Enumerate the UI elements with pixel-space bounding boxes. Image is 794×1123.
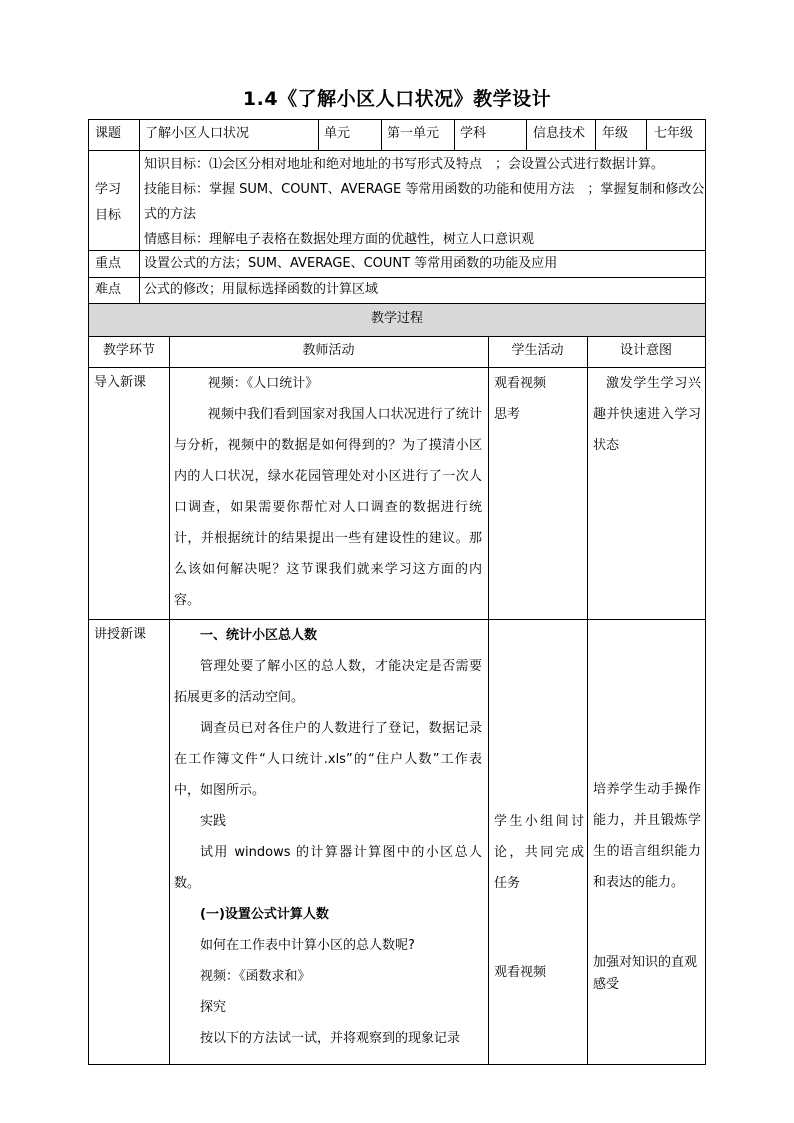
col-divider [381, 120, 382, 150]
intro-student-1: 观看视频 [494, 376, 547, 391]
knowledge-goal: 知识目标：⑴会区分相对地址和绝对地址的书写形式及特点 ；会设置公式进行数据计算。 [144, 157, 665, 172]
course-label: 课题 [95, 126, 122, 141]
key-points-value: 设置公式的方法；SUM、AVERAGE、COUNT 等常用函数的功能及应用 [144, 256, 558, 271]
col-divider [488, 336, 489, 1065]
lecture-intent-2: 加强对知识的直观感受 [593, 955, 698, 992]
row-divider [89, 277, 705, 278]
col-divider [526, 120, 527, 150]
difficulties-label: 难点 [95, 282, 122, 297]
row-divider [89, 303, 705, 304]
skill-goal: 技能目标：掌握 SUM、COUNT、AVERAGE 等常用函数的功能和使用方法 ；掌握复制和修改公 [144, 182, 705, 197]
intro-paragraph: 视频中我们看到国家对我国人口状况进行了统计与分析，视频中的数据是如何得到的？为了摸清小区内的人口状况，绿水花园管理处对小区进行了一次人口调查，如果需要你帮忙对人口调查的数据进行统计，并根据统计的结果提出一些有建设性的建议。那么该如何解决呢？这节课我们就来学习这方面的内容。 [174, 407, 482, 608]
col-divider [139, 120, 140, 303]
col-divider [595, 120, 596, 150]
col-divider [318, 120, 319, 150]
goals-label-line: 学习 [95, 182, 122, 197]
subject-value: 信息技术 [533, 126, 586, 141]
course-value: 了解小区人口状况 [145, 126, 250, 141]
key-points-label: 重点 [95, 256, 122, 271]
lecture-heading-2: (一)设置公式计算人数 [200, 907, 329, 922]
intro-video-title: 视频：《人口统计》 [207, 376, 319, 391]
lecture-paragraph: 管理处要了解小区的总人数，才能决定是否需要拓展更多的活动空间。 [174, 659, 482, 705]
intro-student-2: 思考 [494, 407, 521, 422]
lecture-paragraph: 按以下的方法试一试，并将观察到的现象记录 [200, 1031, 461, 1046]
goals-label [95, 177, 121, 229]
row-divider [89, 336, 705, 337]
lecture-paragraph: 调查员已对各住户的人数进行了登记，数据记录在工作簿文件“人口统计.xls”的“住户人数”工作表中，如图所示。 [174, 721, 482, 798]
lecture-student-2: 观看视频 [494, 965, 547, 980]
col-student-header: 学生活动 [511, 343, 564, 358]
intro-stage: 导入新课 [94, 375, 147, 390]
col-divider [169, 336, 170, 1065]
process-header: 教学过程 [370, 311, 423, 326]
lecture-stage: 讲授新课 [94, 627, 147, 642]
col-divider [454, 120, 455, 150]
difficulties-value: 公式的修改；用鼠标选择函数的计算区域 [144, 282, 379, 297]
skill-goal-cont: 式的方法 [144, 207, 197, 222]
lecture-paragraph: 实践 [200, 814, 227, 829]
col-intent-header: 设计意图 [619, 343, 672, 358]
row-divider [89, 150, 705, 151]
emotion-goal: 情感目标：理解电子表格在数据处理方面的优越性，树立人口意识观 [144, 232, 535, 247]
col-divider [587, 336, 588, 1065]
col-teacher-header: 教师活动 [302, 343, 355, 358]
intro-intent: 激发学生学习兴趣并快速进入学习状态 [593, 376, 701, 453]
lecture-teacher [174, 620, 482, 1054]
goals-content [144, 152, 704, 252]
unit-value: 第一单元 [387, 126, 440, 141]
col-divider [646, 120, 647, 150]
lecture-paragraph: 试用 windows 的计算器计算图中的小区总人数。 [174, 845, 482, 891]
intro-student [494, 368, 584, 430]
lecture-paragraph: 探究 [200, 1000, 227, 1015]
lesson-plan-table [88, 119, 706, 1065]
lecture-heading-1: 一、统计小区总人数 [200, 628, 318, 643]
lecture-intent-1: 培养学生动手操作能力，并且锻炼学生的语言组织能力和表达的能力。 [593, 782, 701, 890]
intro-teacher [174, 368, 482, 616]
lecture-student-1: 学生小组间讨论，共同完成任务 [494, 814, 584, 891]
goals-label-line: 目标 [95, 208, 122, 223]
col-stage-header: 教学环节 [102, 343, 155, 358]
lecture-paragraph: 如何在工作表中计算小区的总人数呢? [200, 938, 415, 953]
grade-label: 年级 [602, 126, 629, 141]
subject-label: 学科 [460, 126, 487, 141]
grade-value: 七年级 [654, 126, 694, 141]
document-title: 1.4《了解小区人口状况》教学设计 [242, 88, 552, 110]
lecture-paragraph: 视频：《函数求和》 [200, 969, 311, 984]
unit-label: 单元 [324, 126, 351, 141]
